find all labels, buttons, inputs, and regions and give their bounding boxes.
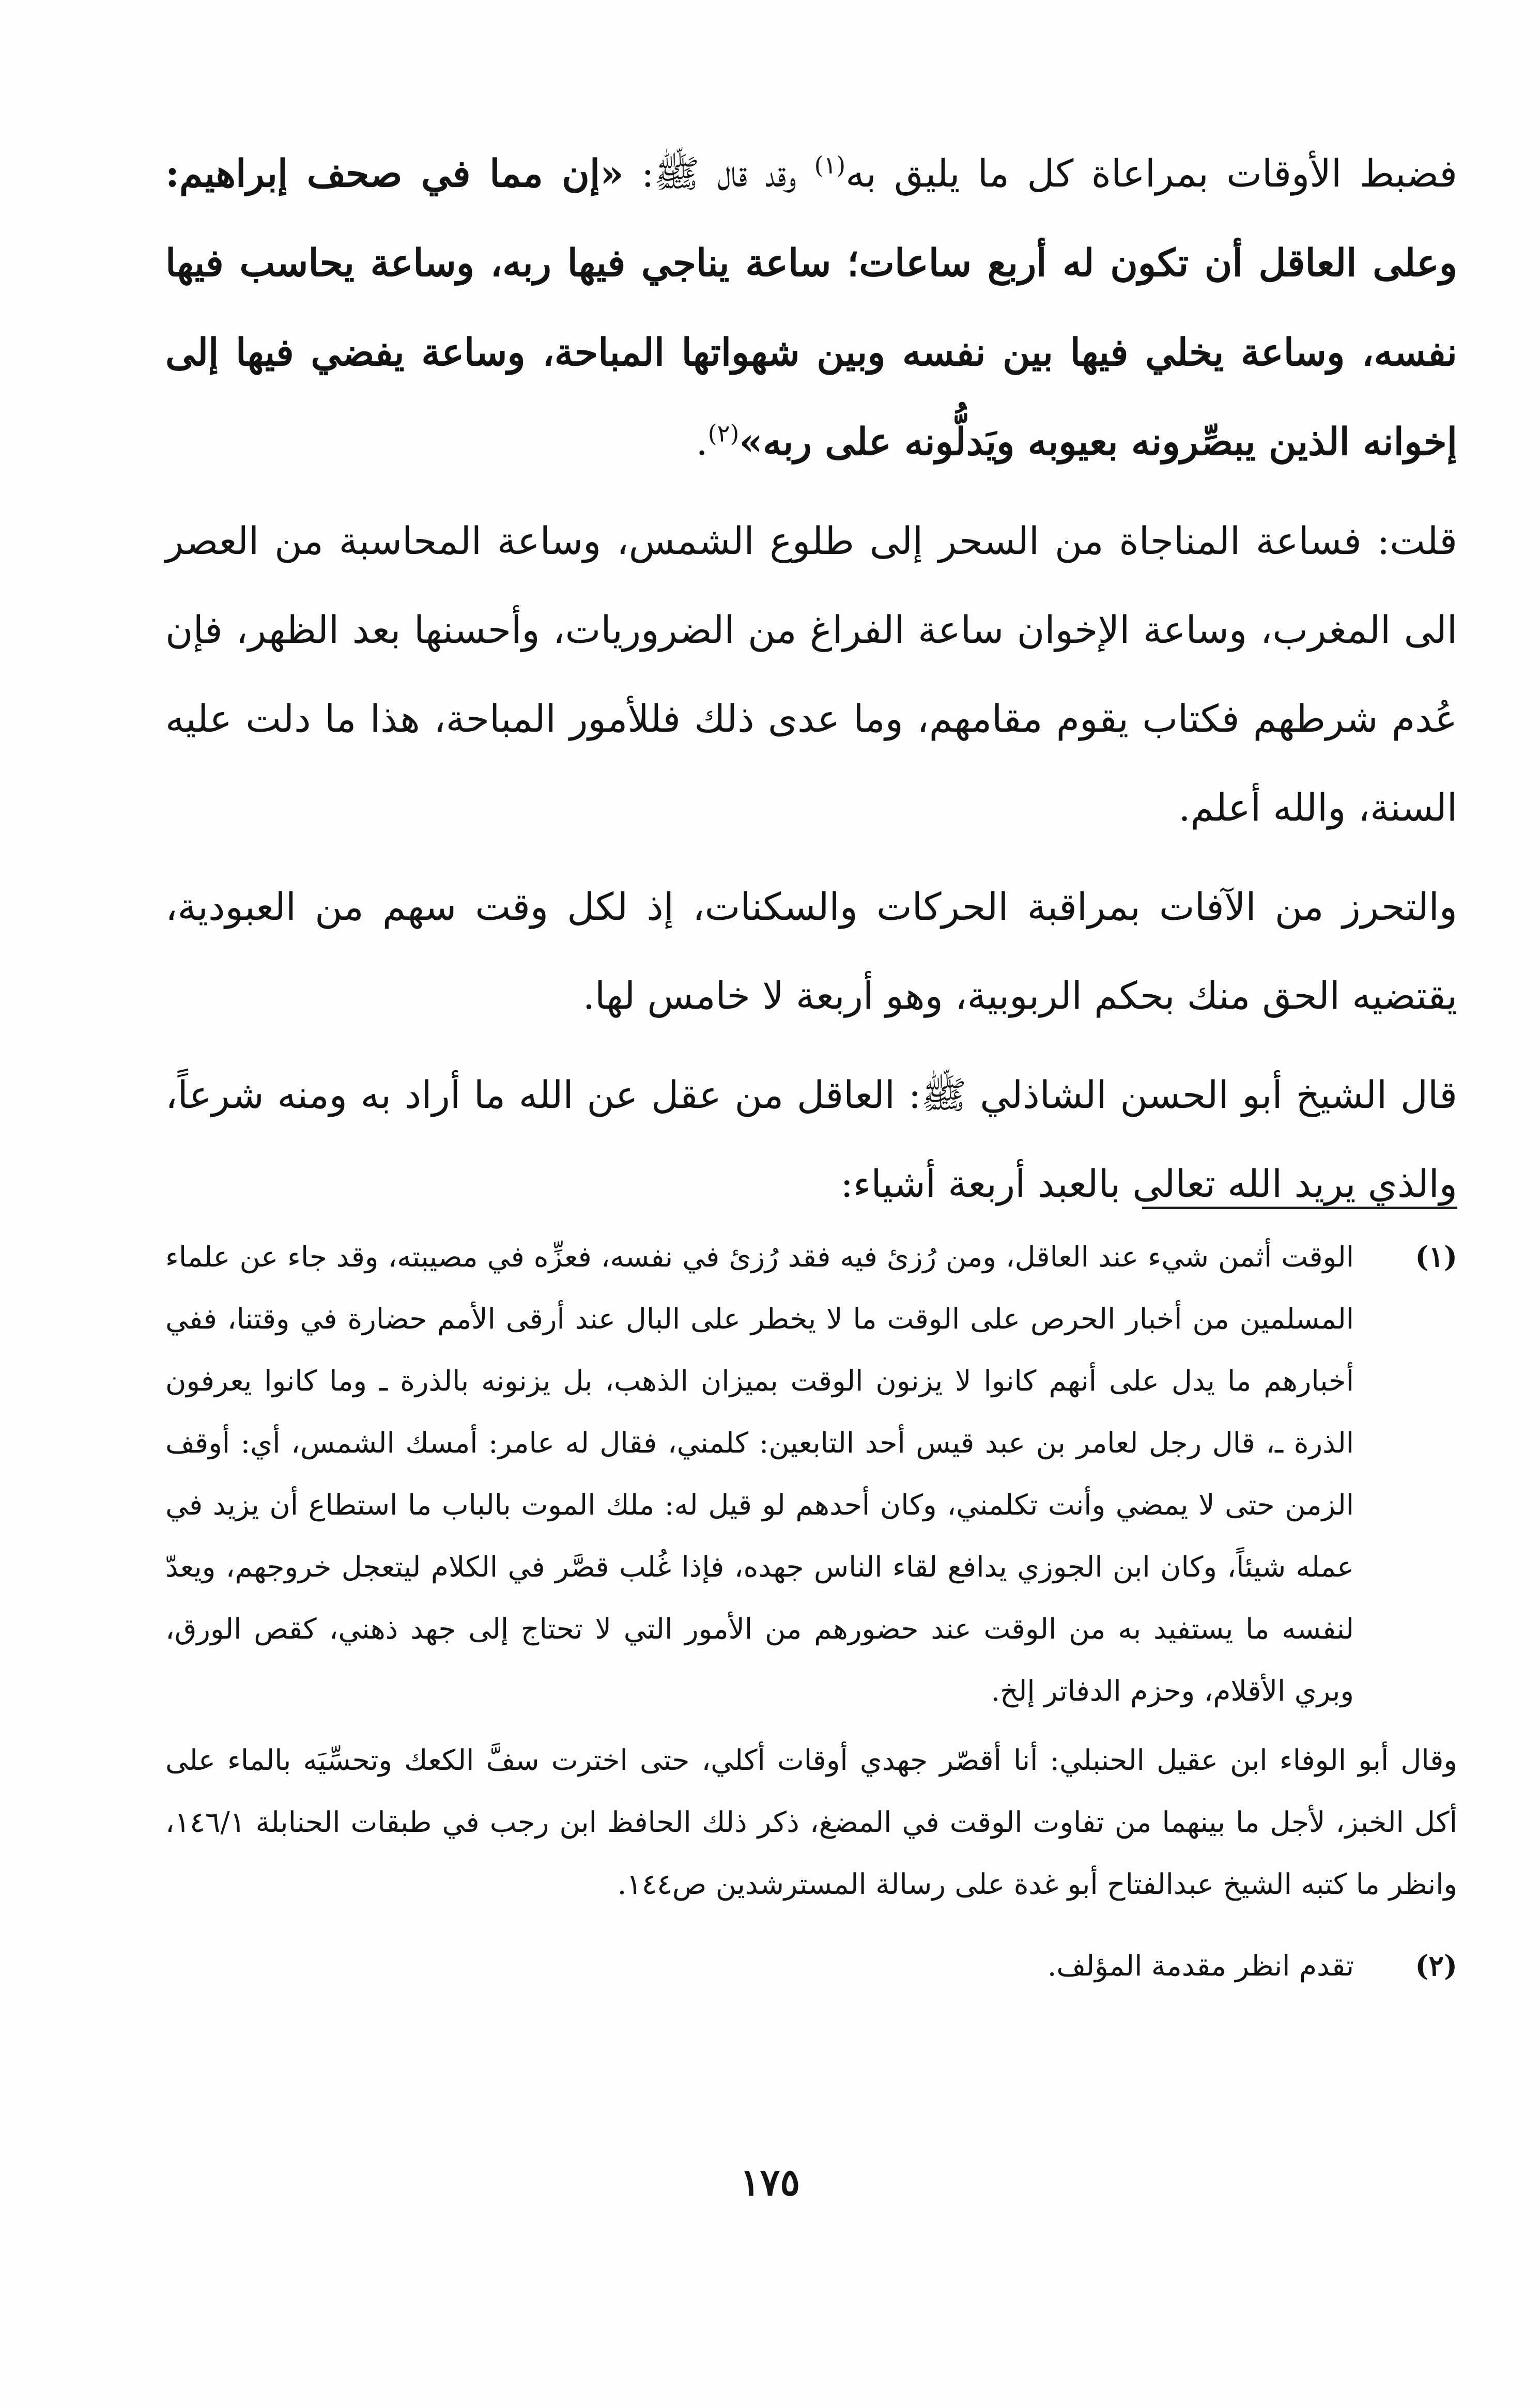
footnote-2-text: تقدم انظر مقدمة المؤلف. <box>1047 1949 1354 1982</box>
footnote-2 <box>165 1935 1457 1997</box>
paragraph-1 <box>165 129 1457 487</box>
paragraph-2: قلت: فساعة المناجاة من السحر إلى طلوع الشمس، وساعة المحاسبة من العصر الى المغرب، وساعة الإخوان ساعة الفراغ من الضروريات، وأحسنها بعد الظهر، فإن عُدم شرطهم فكتاب يقوم مقامهم، وما عدى ذلك فللأمور المباحة، هذا ما دلت عليه السنة، والله أعلم. <box>165 519 1457 830</box>
paragraph-3: والتحرز من الآفات بمراقبة الحركات والسكنات، إذ لكل وقت سهم من العبودية، يقتضيه الحق منك بحكم الربوبية، وهو أربعة لا خامس لها. <box>165 885 1457 1018</box>
footnote-ref-2: (٢) <box>707 419 740 448</box>
footnotes <box>165 1226 1457 1997</box>
paragraph-4: قال الشيخ أبو الحسن الشاذلي ﷺ: العاقل من عقل عن الله ما أراد به ومنه شرعاً، والذي يريد الله تعالى بالعبد أربعة أشياء: <box>165 1073 1457 1206</box>
paragraph-1-mid: وقد قال ﷺ: <box>623 152 814 196</box>
footnote-ref-1: (١) <box>814 151 846 179</box>
footnote-1-text: الوقت أثمن شيء عند العاقل، ومن رُزئ فيه فقد رُزئ في نفسه، فعزِّه في مصيبته، وقد جاء عن علماء المسلمين من أخبار الحرص على الوقت ما لا يخطر على البال عند أرقى الأمم حضارة في وقتنا، ففي أخبارهم ما يدل على أنهم كانوا لا يزنون الوقت بميزان الذهب، بل يزنونه بالذرة ـ وما كانوا يعرفون الذرة ـ، قال رجل لعامر بن عبد قيس أحد التابعين: كلمني، فقال له عامر: أمسك الشمس، أي: أوقف الزمن حتى لا يمضي وأنت تكلمني، وكان أحدهم لو قيل له: ملك الموت بالباب ما استطاع أن يزيد في عمله شيئاً، وكان ابن الجوزي يدافع لقاء الناس جهده، فإذا غُلب قصَّر في الكلام ليتعجل خروجهم، ويعدّ لنفسه ما يستفيد به من الوقت عند حضورهم من الأمور التي لا تحتاج إلى جهد ذهني، كقص الورق، وبري الأقلام، وحزم الدفاتر إلخ. <box>165 1240 1354 1707</box>
footnote-separator <box>1142 1207 1457 1209</box>
footnote-1-marker: (١) <box>1415 1240 1457 1273</box>
footnote-1 <box>165 1226 1457 1722</box>
hadith-quote: «إن مما في صحف إبراهيم: وعلى العاقل أن تكون له أربع ساعات؛ ساعة يناجي فيها ربه، وساعة يحاسب فيها نفسه، وساعة يخلي فيها بين نفسه وبين شهواتها المباحة، وساعة يفضي فيها إلى إخوانه الذين يبصِّرونه بعيوبه ويَدلُّونه على ربه» <box>165 151 1457 464</box>
paragraph-1-lead: فضبط الأوقات بمراعاة كل ما يليق به <box>845 152 1457 196</box>
paragraph-1-tail: . <box>696 420 708 464</box>
footnote-2-marker: (٢) <box>1415 1949 1457 1982</box>
footnote-1-continuation: وقال أبو الوفاء ابن عقيل الحنبلي: أنا أقصّر جهدي أوقات أكلي، حتى اخترت سفَّ الكعك وتحسِّيَه بالماء على أكل الخبز، لأجل ما بينهما من تفاوت الوقت في المضغ، ذكر ذلك الحافظ ابن رجب في طبقات الحنابلة ١٤٦/١، وانظر ما كتبه الشيخ عبدالفتاح أبو غدة على رسالة المسترشدين ص١٤٤. <box>165 1743 1457 1901</box>
main-text <box>165 129 1457 1239</box>
page-number: ١٧٥ <box>740 2160 800 2204</box>
